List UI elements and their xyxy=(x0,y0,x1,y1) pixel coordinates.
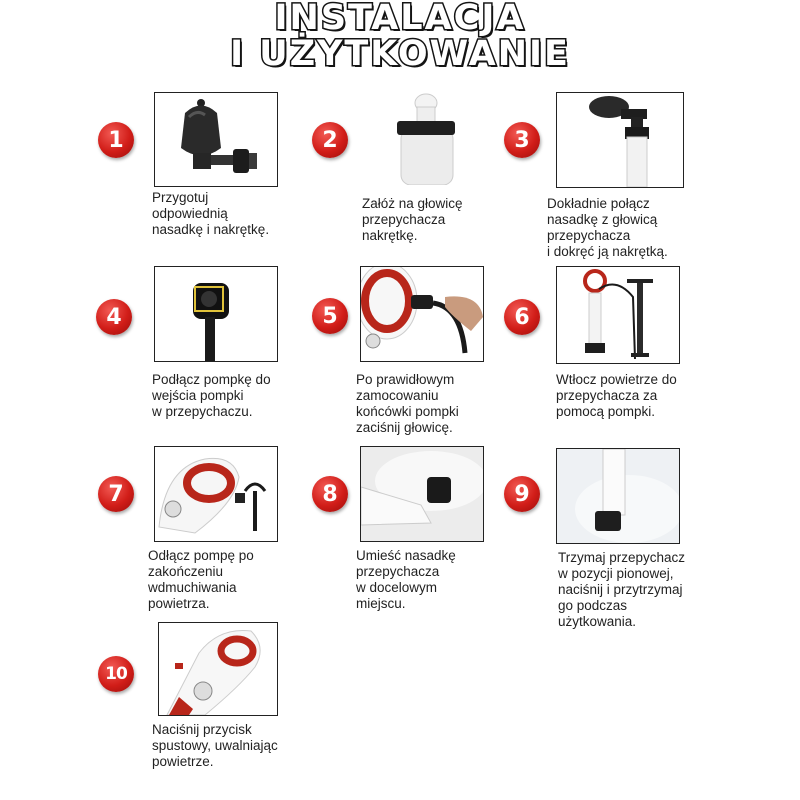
step-6 xyxy=(500,266,760,426)
step-photo-nozzle xyxy=(154,92,278,187)
step-photo-pumping xyxy=(556,266,680,364)
step-number-badge: 1 xyxy=(98,122,134,158)
step-number-badge: 4 xyxy=(96,299,132,335)
step-caption: Wtłocz powietrze do przepychacza za pomocą pompki. xyxy=(556,372,677,419)
step-photo-hose-attached xyxy=(360,266,484,362)
step-number-badge: 7 xyxy=(98,476,134,512)
step-caption: Podłącz pompkę do wejścia pompki w przepychaczu. xyxy=(152,372,271,419)
pump-disconnected-image xyxy=(155,447,277,541)
step-photo-vertical xyxy=(556,448,680,544)
plunger-head-image xyxy=(383,93,463,185)
step-caption: Załóż na głowicę przepychacza nakrętkę. xyxy=(362,196,463,243)
step-photo-connected xyxy=(556,92,684,188)
step-caption: Po prawidłowym zamocowaniu końcówki pompki zaciśnij głowicę. xyxy=(356,372,459,435)
step-caption: Trzymaj przepychacz w pozycji pionowej, naciśnij i przytrzymaj go podczas użytkowania. xyxy=(558,550,686,629)
release-button-image xyxy=(159,623,277,715)
step-photo-in-toilet xyxy=(360,446,484,542)
step-10 xyxy=(92,622,352,782)
hand-pump-image xyxy=(557,267,679,363)
step-photo-release xyxy=(158,622,278,716)
step-3 xyxy=(502,92,762,259)
step-photo-pump-inlet xyxy=(154,266,278,362)
step-number-badge: 2 xyxy=(312,122,348,158)
step-caption: Przygotuj odpowiednią nasadkę i nakrętkę. xyxy=(152,190,270,237)
step-9 xyxy=(500,446,760,629)
step-number-badge: 10 xyxy=(98,656,134,692)
step-caption: Umieść nasadkę przepychacza w docelowym miejscu. xyxy=(356,548,456,611)
plunger-vertical-image xyxy=(557,449,679,543)
step-number-badge: 9 xyxy=(504,476,540,512)
nozzle-head-image xyxy=(557,93,683,187)
pump-inlet-image xyxy=(155,267,277,361)
step-caption: Naciśnij przycisk spustowy, uwalniając powietrze. xyxy=(152,722,278,769)
pump-hose-image xyxy=(361,267,483,361)
step-caption: Odłącz pompę po zakończeniu wdmuchiwania powietrza. xyxy=(148,548,254,611)
step-caption: Dokładnie połącz nasadkę z głowicą przepychacza i dokręć ją nakrętką. xyxy=(547,196,668,259)
page-title-line-2: I UŻYTKOWANIE xyxy=(230,34,570,74)
nozzle-in-toilet-image xyxy=(361,447,483,541)
black-nozzle-image xyxy=(155,93,277,186)
step-photo-disconnected xyxy=(154,446,278,542)
page-title-line-1: INSTALACJA xyxy=(274,0,526,38)
step-number-badge: 8 xyxy=(312,476,348,512)
step-number-badge: 6 xyxy=(504,299,540,335)
step-photo-nut-on-head xyxy=(382,92,464,186)
step-number-badge: 3 xyxy=(504,122,540,158)
step-number-badge: 5 xyxy=(312,298,348,334)
